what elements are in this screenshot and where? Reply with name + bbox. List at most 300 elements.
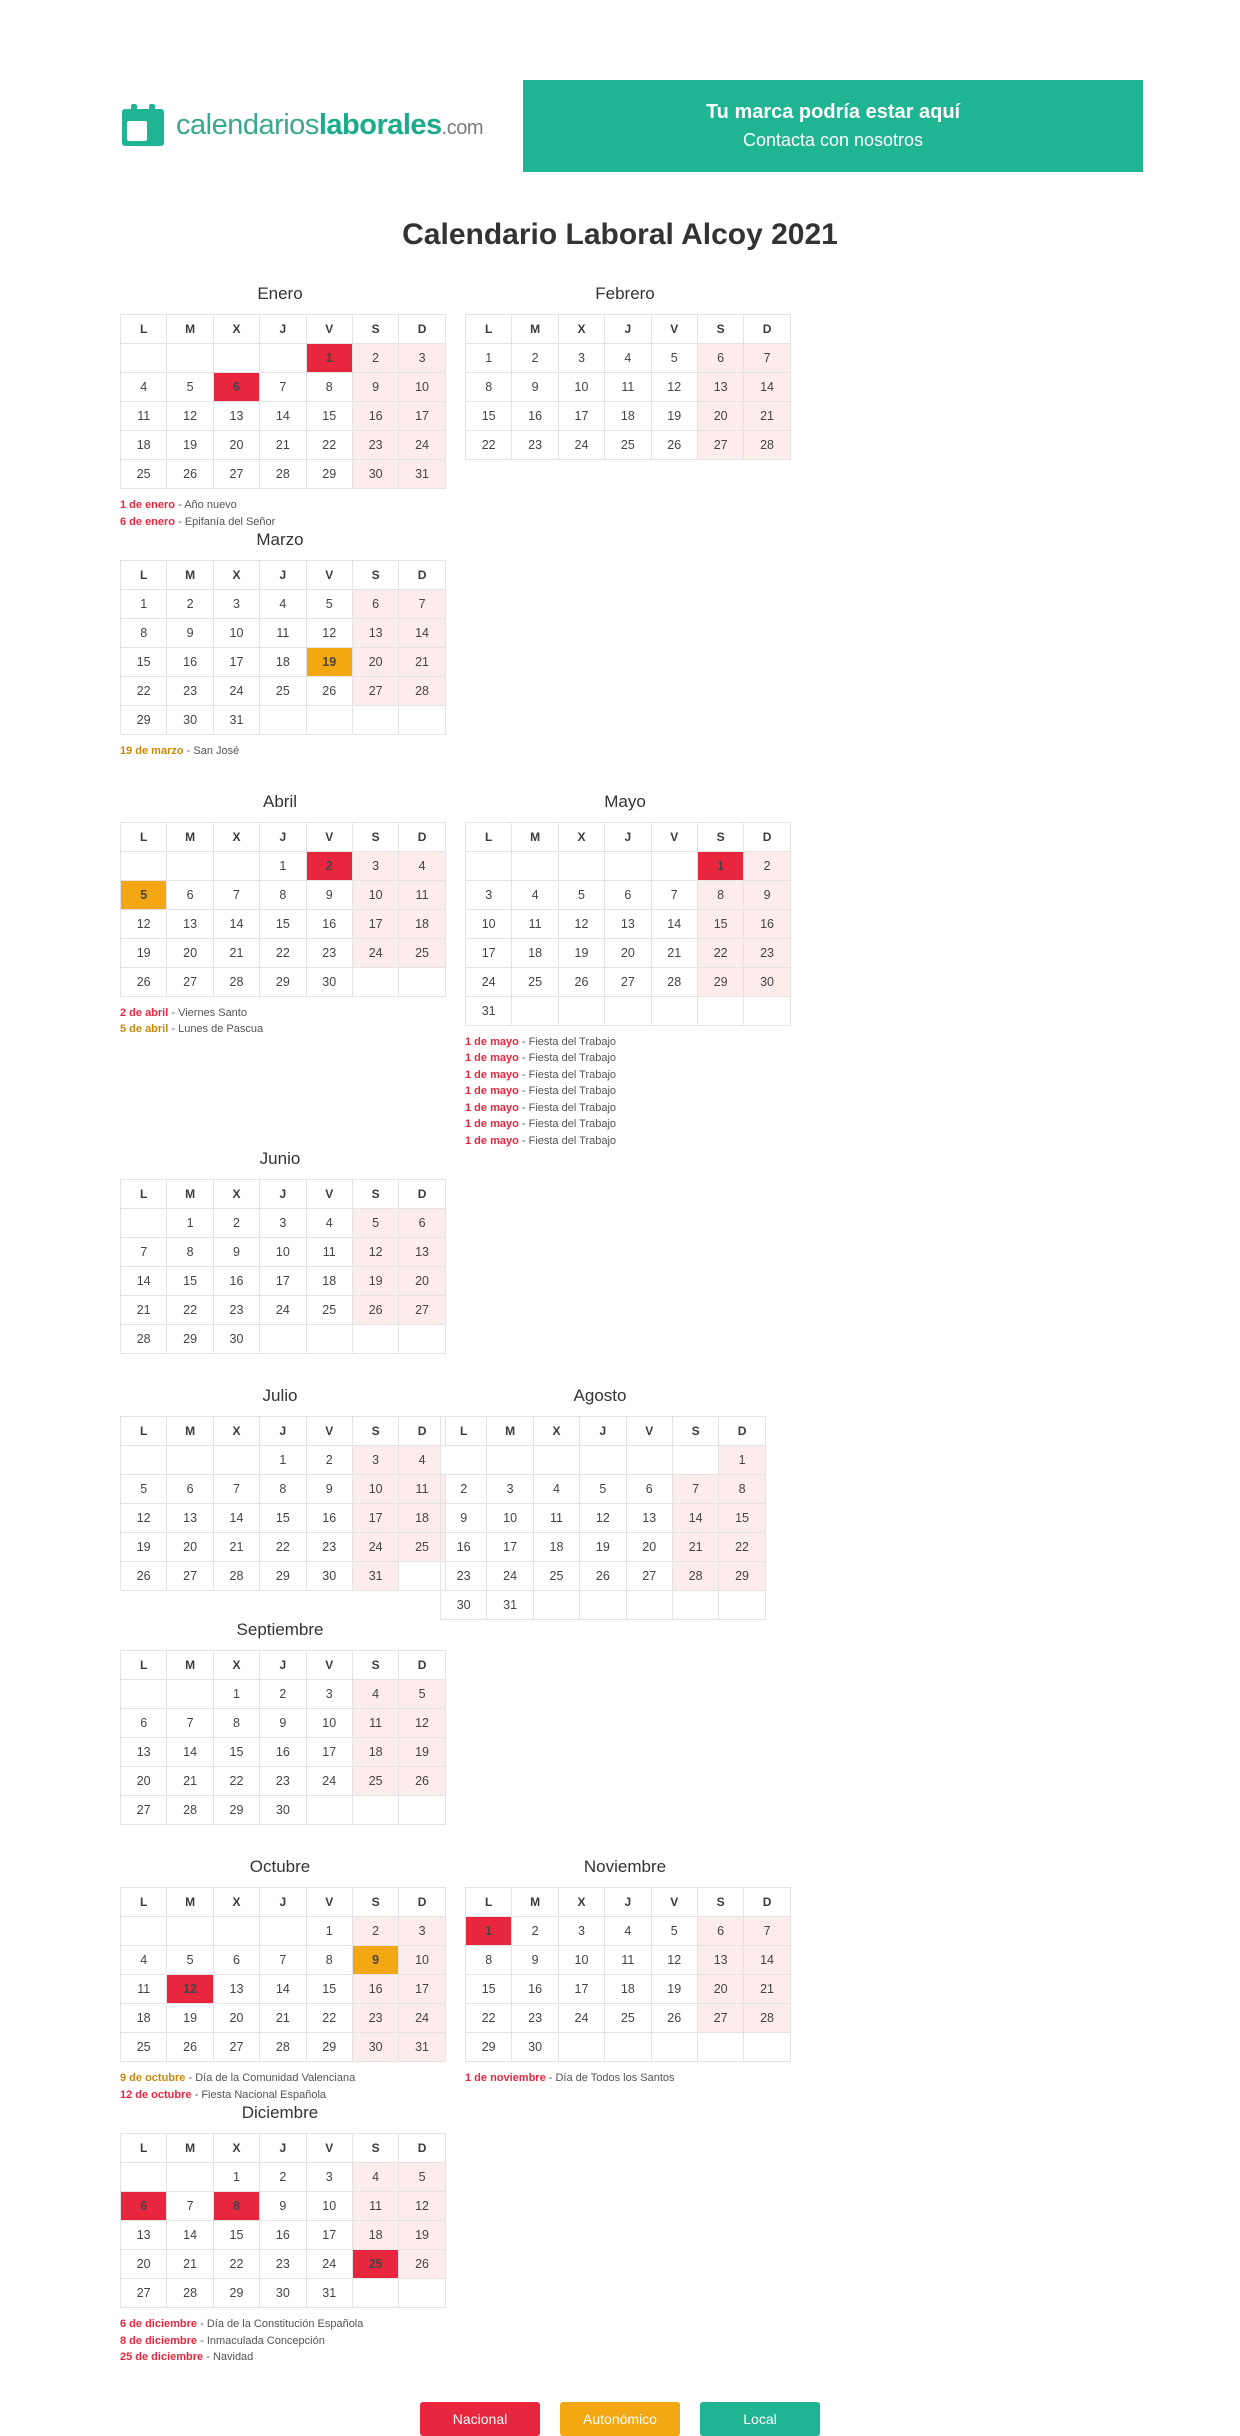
day-cell[interactable]: 4 — [399, 1446, 445, 1475]
day-cell[interactable]: 12 — [306, 619, 352, 648]
day-cell[interactable]: 14 — [213, 1504, 259, 1533]
day-cell[interactable]: 21 — [260, 2004, 306, 2033]
day-cell[interactable]: 27 — [399, 1296, 445, 1325]
day-cell[interactable]: 5 — [306, 590, 352, 619]
day-cell[interactable]: 28 — [167, 2279, 213, 2308]
day-cell[interactable]: 30 — [441, 1591, 487, 1620]
day-cell[interactable]: 17 — [399, 402, 445, 431]
day-cell[interactable]: 23 — [260, 1767, 306, 1796]
day-cell[interactable]: 9 — [306, 880, 352, 909]
day-cell[interactable]: 7 — [121, 1238, 167, 1267]
day-cell[interactable]: 14 — [260, 402, 306, 431]
day-cell[interactable]: 14 — [167, 2221, 213, 2250]
day-cell[interactable]: 21 — [651, 938, 697, 967]
day-cell[interactable]: 21 — [744, 1975, 790, 2004]
day-cell[interactable]: 24 — [399, 2004, 445, 2033]
day-cell[interactable]: 16 — [260, 2221, 306, 2250]
day-cell[interactable]: 27 — [213, 2033, 259, 2062]
day-cell[interactable]: 15 — [213, 1738, 259, 1767]
day-cell[interactable]: 26 — [558, 967, 604, 996]
day-cell[interactable]: 3 — [558, 1917, 604, 1946]
day-cell[interactable]: 29 — [306, 460, 352, 489]
day-cell[interactable]: 19 — [121, 938, 167, 967]
day-cell[interactable]: 5 — [167, 373, 213, 402]
day-cell[interactable]: 19 — [399, 1738, 445, 1767]
day-cell[interactable]: 16 — [167, 648, 213, 677]
day-cell[interactable]: 8 — [213, 2192, 259, 2221]
day-cell[interactable]: 1 — [213, 1680, 259, 1709]
day-cell[interactable]: 31 — [306, 2279, 352, 2308]
day-cell[interactable]: 6 — [399, 1209, 445, 1238]
day-cell[interactable]: 18 — [306, 1267, 352, 1296]
day-cell[interactable]: 18 — [533, 1533, 579, 1562]
day-cell[interactable]: 13 — [626, 1504, 672, 1533]
day-cell[interactable]: 31 — [213, 706, 259, 735]
day-cell[interactable]: 30 — [306, 1562, 352, 1591]
day-cell[interactable]: 25 — [352, 2250, 398, 2279]
day-cell[interactable]: 1 — [466, 344, 512, 373]
day-cell[interactable]: 10 — [399, 373, 445, 402]
day-cell[interactable]: 31 — [399, 2033, 445, 2062]
day-cell[interactable]: 18 — [352, 2221, 398, 2250]
day-cell[interactable]: 24 — [352, 1533, 398, 1562]
day-cell[interactable]: 3 — [306, 2163, 352, 2192]
day-cell[interactable]: 21 — [672, 1533, 718, 1562]
day-cell[interactable]: 15 — [697, 909, 743, 938]
day-cell[interactable]: 23 — [167, 677, 213, 706]
day-cell[interactable]: 8 — [466, 373, 512, 402]
day-cell[interactable]: 23 — [213, 1296, 259, 1325]
day-cell[interactable]: 15 — [306, 402, 352, 431]
day-cell[interactable]: 11 — [121, 1975, 167, 2004]
day-cell[interactable]: 7 — [399, 590, 445, 619]
day-cell[interactable]: 3 — [558, 344, 604, 373]
day-cell[interactable]: 13 — [121, 1738, 167, 1767]
day-cell[interactable]: 19 — [651, 402, 697, 431]
day-cell[interactable]: 20 — [697, 1975, 743, 2004]
day-cell[interactable]: 12 — [651, 1946, 697, 1975]
day-cell[interactable]: 23 — [512, 431, 558, 460]
day-cell[interactable]: 27 — [167, 1562, 213, 1591]
day-cell[interactable]: 11 — [352, 1709, 398, 1738]
day-cell[interactable]: 29 — [697, 967, 743, 996]
day-cell[interactable]: 26 — [352, 1296, 398, 1325]
day-cell[interactable]: 17 — [306, 2221, 352, 2250]
day-cell[interactable]: 4 — [260, 590, 306, 619]
day-cell[interactable]: 19 — [352, 1267, 398, 1296]
day-cell[interactable]: 2 — [512, 344, 558, 373]
day-cell[interactable]: 7 — [651, 880, 697, 909]
day-cell[interactable]: 28 — [744, 2004, 790, 2033]
day-cell[interactable]: 1 — [719, 1446, 765, 1475]
day-cell[interactable]: 13 — [121, 2221, 167, 2250]
day-cell[interactable]: 13 — [697, 373, 743, 402]
day-cell[interactable]: 6 — [697, 1917, 743, 1946]
day-cell[interactable]: 23 — [260, 2250, 306, 2279]
day-cell[interactable]: 29 — [719, 1562, 765, 1591]
day-cell[interactable]: 26 — [651, 2004, 697, 2033]
day-cell[interactable]: 2 — [260, 2163, 306, 2192]
day-cell[interactable]: 15 — [167, 1267, 213, 1296]
day-cell[interactable]: 7 — [260, 373, 306, 402]
day-cell[interactable]: 12 — [352, 1238, 398, 1267]
day-cell[interactable]: 24 — [399, 431, 445, 460]
day-cell[interactable]: 30 — [260, 1796, 306, 1825]
day-cell[interactable]: 27 — [167, 967, 213, 996]
day-cell[interactable]: 6 — [697, 344, 743, 373]
day-cell[interactable]: 17 — [466, 938, 512, 967]
day-cell[interactable]: 2 — [306, 1446, 352, 1475]
day-cell[interactable]: 14 — [399, 619, 445, 648]
day-cell[interactable]: 23 — [744, 938, 790, 967]
day-cell[interactable]: 13 — [213, 1975, 259, 2004]
day-cell[interactable]: 9 — [512, 373, 558, 402]
day-cell[interactable]: 18 — [512, 938, 558, 967]
day-cell[interactable]: 1 — [260, 1446, 306, 1475]
day-cell[interactable]: 25 — [121, 460, 167, 489]
day-cell[interactable]: 19 — [167, 2004, 213, 2033]
day-cell[interactable]: 18 — [121, 2004, 167, 2033]
day-cell[interactable]: 30 — [352, 460, 398, 489]
day-cell[interactable]: 25 — [399, 938, 445, 967]
day-cell[interactable]: 24 — [260, 1296, 306, 1325]
day-cell[interactable]: 5 — [651, 1917, 697, 1946]
day-cell[interactable]: 8 — [121, 619, 167, 648]
day-cell[interactable]: 16 — [512, 402, 558, 431]
day-cell[interactable]: 10 — [352, 880, 398, 909]
day-cell[interactable]: 31 — [399, 460, 445, 489]
day-cell[interactable]: 14 — [260, 1975, 306, 2004]
day-cell[interactable]: 22 — [306, 431, 352, 460]
day-cell[interactable]: 22 — [719, 1533, 765, 1562]
day-cell[interactable]: 12 — [558, 909, 604, 938]
day-cell[interactable]: 25 — [512, 967, 558, 996]
day-cell[interactable]: 26 — [121, 967, 167, 996]
day-cell[interactable]: 3 — [352, 1446, 398, 1475]
day-cell[interactable]: 4 — [605, 1917, 651, 1946]
day-cell[interactable]: 30 — [260, 2279, 306, 2308]
day-cell[interactable]: 1 — [306, 344, 352, 373]
day-cell[interactable]: 17 — [399, 1975, 445, 2004]
day-cell[interactable]: 3 — [399, 1917, 445, 1946]
day-cell[interactable]: 19 — [558, 938, 604, 967]
day-cell[interactable]: 17 — [558, 402, 604, 431]
day-cell[interactable]: 29 — [121, 706, 167, 735]
day-cell[interactable]: 25 — [399, 1533, 445, 1562]
day-cell[interactable]: 22 — [466, 431, 512, 460]
day-cell[interactable]: 25 — [260, 677, 306, 706]
day-cell[interactable]: 15 — [466, 1975, 512, 2004]
day-cell[interactable]: 9 — [213, 1238, 259, 1267]
day-cell[interactable]: 8 — [260, 1475, 306, 1504]
day-cell[interactable]: 8 — [213, 1709, 259, 1738]
day-cell[interactable]: 9 — [744, 880, 790, 909]
day-cell[interactable]: 27 — [697, 2004, 743, 2033]
day-cell[interactable]: 7 — [744, 1917, 790, 1946]
day-cell[interactable]: 25 — [605, 431, 651, 460]
day-cell[interactable]: 27 — [213, 460, 259, 489]
day-cell[interactable]: 23 — [441, 1562, 487, 1591]
day-cell[interactable]: 7 — [167, 2192, 213, 2221]
day-cell[interactable]: 9 — [352, 1946, 398, 1975]
legend-item-local[interactable]: Local — [700, 2402, 820, 2436]
day-cell[interactable]: 15 — [306, 1975, 352, 2004]
day-cell[interactable]: 7 — [744, 344, 790, 373]
day-cell[interactable]: 29 — [213, 2279, 259, 2308]
day-cell[interactable]: 26 — [306, 677, 352, 706]
day-cell[interactable]: 9 — [512, 1946, 558, 1975]
day-cell[interactable]: 23 — [352, 2004, 398, 2033]
day-cell[interactable]: 9 — [306, 1475, 352, 1504]
day-cell[interactable]: 14 — [121, 1267, 167, 1296]
day-cell[interactable]: 10 — [466, 909, 512, 938]
day-cell[interactable]: 5 — [580, 1475, 626, 1504]
day-cell[interactable]: 11 — [260, 619, 306, 648]
day-cell[interactable]: 16 — [441, 1533, 487, 1562]
day-cell[interactable]: 28 — [260, 2033, 306, 2062]
day-cell[interactable]: 6 — [167, 1475, 213, 1504]
day-cell[interactable]: 5 — [352, 1209, 398, 1238]
day-cell[interactable]: 9 — [441, 1504, 487, 1533]
day-cell[interactable]: 19 — [167, 431, 213, 460]
day-cell[interactable]: 11 — [399, 1475, 445, 1504]
day-cell[interactable]: 23 — [306, 938, 352, 967]
day-cell[interactable]: 26 — [121, 1562, 167, 1591]
day-cell[interactable]: 30 — [306, 967, 352, 996]
day-cell[interactable]: 8 — [719, 1475, 765, 1504]
day-cell[interactable]: 24 — [466, 967, 512, 996]
day-cell[interactable]: 30 — [512, 2033, 558, 2062]
day-cell[interactable]: 14 — [651, 909, 697, 938]
day-cell[interactable]: 6 — [352, 590, 398, 619]
day-cell[interactable]: 14 — [744, 1946, 790, 1975]
day-cell[interactable]: 25 — [533, 1562, 579, 1591]
day-cell[interactable]: 27 — [697, 431, 743, 460]
day-cell[interactable]: 26 — [580, 1562, 626, 1591]
day-cell[interactable]: 20 — [121, 1767, 167, 1796]
day-cell[interactable]: 15 — [260, 909, 306, 938]
day-cell[interactable]: 26 — [399, 1767, 445, 1796]
day-cell[interactable]: 15 — [719, 1504, 765, 1533]
day-cell[interactable]: 16 — [260, 1738, 306, 1767]
day-cell[interactable]: 22 — [121, 677, 167, 706]
day-cell[interactable]: 8 — [167, 1238, 213, 1267]
day-cell[interactable]: 20 — [213, 431, 259, 460]
day-cell[interactable]: 13 — [697, 1946, 743, 1975]
day-cell[interactable]: 8 — [466, 1946, 512, 1975]
day-cell[interactable]: 20 — [213, 2004, 259, 2033]
day-cell[interactable]: 27 — [605, 967, 651, 996]
day-cell[interactable]: 16 — [352, 402, 398, 431]
day-cell[interactable]: 18 — [605, 1975, 651, 2004]
day-cell[interactable]: 23 — [512, 2004, 558, 2033]
day-cell[interactable]: 23 — [306, 1533, 352, 1562]
day-cell[interactable]: 10 — [213, 619, 259, 648]
day-cell[interactable]: 24 — [558, 2004, 604, 2033]
day-cell[interactable]: 19 — [651, 1975, 697, 2004]
day-cell[interactable]: 22 — [167, 1296, 213, 1325]
day-cell[interactable]: 21 — [260, 431, 306, 460]
day-cell[interactable]: 5 — [399, 2163, 445, 2192]
day-cell[interactable]: 13 — [167, 1504, 213, 1533]
day-cell[interactable]: 7 — [213, 1475, 259, 1504]
day-cell[interactable]: 11 — [352, 2192, 398, 2221]
day-cell[interactable]: 19 — [580, 1533, 626, 1562]
day-cell[interactable]: 5 — [651, 344, 697, 373]
day-cell[interactable]: 21 — [399, 648, 445, 677]
day-cell[interactable]: 14 — [167, 1738, 213, 1767]
day-cell[interactable]: 17 — [352, 909, 398, 938]
day-cell[interactable]: 16 — [352, 1975, 398, 2004]
day-cell[interactable]: 27 — [352, 677, 398, 706]
day-cell[interactable]: 2 — [744, 851, 790, 880]
day-cell[interactable]: 25 — [352, 1767, 398, 1796]
day-cell[interactable]: 6 — [605, 880, 651, 909]
day-cell[interactable]: 27 — [121, 2279, 167, 2308]
day-cell[interactable]: 4 — [352, 2163, 398, 2192]
day-cell[interactable]: 13 — [213, 402, 259, 431]
day-cell[interactable]: 13 — [167, 909, 213, 938]
day-cell[interactable]: 12 — [580, 1504, 626, 1533]
day-cell[interactable]: 28 — [672, 1562, 718, 1591]
day-cell[interactable]: 20 — [167, 1533, 213, 1562]
day-cell[interactable]: 4 — [533, 1475, 579, 1504]
day-cell[interactable]: 30 — [352, 2033, 398, 2062]
day-cell[interactable]: 2 — [352, 344, 398, 373]
day-cell[interactable]: 29 — [260, 1562, 306, 1591]
day-cell[interactable]: 5 — [121, 880, 167, 909]
day-cell[interactable]: 9 — [352, 373, 398, 402]
day-cell[interactable]: 28 — [744, 431, 790, 460]
day-cell[interactable]: 15 — [121, 648, 167, 677]
legend-item-autonomico[interactable]: Autonómico — [560, 2402, 680, 2436]
day-cell[interactable]: 17 — [487, 1533, 533, 1562]
day-cell[interactable]: 6 — [213, 373, 259, 402]
day-cell[interactable]: 11 — [121, 402, 167, 431]
day-cell[interactable]: 20 — [352, 648, 398, 677]
day-cell[interactable]: 4 — [121, 373, 167, 402]
day-cell[interactable]: 30 — [167, 706, 213, 735]
day-cell[interactable]: 18 — [605, 402, 651, 431]
day-cell[interactable]: 12 — [399, 1709, 445, 1738]
day-cell[interactable]: 24 — [213, 677, 259, 706]
day-cell[interactable]: 20 — [697, 402, 743, 431]
day-cell[interactable]: 12 — [651, 373, 697, 402]
day-cell[interactable]: 24 — [558, 431, 604, 460]
day-cell[interactable]: 3 — [487, 1475, 533, 1504]
day-cell[interactable]: 30 — [213, 1325, 259, 1354]
day-cell[interactable]: 25 — [605, 2004, 651, 2033]
day-cell[interactable]: 30 — [744, 967, 790, 996]
day-cell[interactable]: 31 — [487, 1591, 533, 1620]
ad-banner[interactable] — [523, 80, 1143, 172]
day-cell[interactable]: 10 — [558, 1946, 604, 1975]
day-cell[interactable]: 10 — [306, 1709, 352, 1738]
day-cell[interactable]: 28 — [213, 967, 259, 996]
day-cell[interactable]: 2 — [213, 1209, 259, 1238]
day-cell[interactable]: 1 — [213, 2163, 259, 2192]
day-cell[interactable]: 15 — [466, 402, 512, 431]
day-cell[interactable]: 20 — [399, 1267, 445, 1296]
day-cell[interactable]: 3 — [306, 1680, 352, 1709]
day-cell[interactable]: 13 — [605, 909, 651, 938]
day-cell[interactable]: 2 — [441, 1475, 487, 1504]
day-cell[interactable]: 24 — [306, 2250, 352, 2279]
day-cell[interactable]: 27 — [626, 1562, 672, 1591]
day-cell[interactable]: 9 — [260, 2192, 306, 2221]
day-cell[interactable]: 26 — [399, 2250, 445, 2279]
day-cell[interactable]: 4 — [121, 1946, 167, 1975]
day-cell[interactable]: 24 — [352, 938, 398, 967]
day-cell[interactable]: 11 — [306, 1238, 352, 1267]
day-cell[interactable]: 19 — [399, 2221, 445, 2250]
day-cell[interactable]: 12 — [121, 1504, 167, 1533]
day-cell[interactable]: 13 — [352, 619, 398, 648]
day-cell[interactable]: 11 — [605, 373, 651, 402]
day-cell[interactable]: 4 — [352, 1680, 398, 1709]
day-cell[interactable]: 4 — [306, 1209, 352, 1238]
day-cell[interactable]: 4 — [512, 880, 558, 909]
day-cell[interactable]: 1 — [121, 590, 167, 619]
legend-item-nacional[interactable]: Nacional — [420, 2402, 540, 2436]
day-cell[interactable]: 14 — [213, 909, 259, 938]
day-cell[interactable]: 4 — [399, 851, 445, 880]
day-cell[interactable]: 29 — [260, 967, 306, 996]
day-cell[interactable]: 5 — [399, 1680, 445, 1709]
day-cell[interactable]: 3 — [260, 1209, 306, 1238]
day-cell[interactable]: 28 — [651, 967, 697, 996]
day-cell[interactable]: 22 — [466, 2004, 512, 2033]
day-cell[interactable]: 18 — [260, 648, 306, 677]
day-cell[interactable]: 10 — [306, 2192, 352, 2221]
day-cell[interactable]: 10 — [399, 1946, 445, 1975]
day-cell[interactable]: 28 — [399, 677, 445, 706]
day-cell[interactable]: 26 — [167, 2033, 213, 2062]
day-cell[interactable]: 1 — [466, 1917, 512, 1946]
day-cell[interactable]: 16 — [213, 1267, 259, 1296]
day-cell[interactable]: 31 — [466, 996, 512, 1025]
day-cell[interactable]: 14 — [744, 373, 790, 402]
day-cell[interactable]: 12 — [121, 909, 167, 938]
day-cell[interactable]: 22 — [260, 938, 306, 967]
day-cell[interactable]: 2 — [167, 590, 213, 619]
day-cell[interactable]: 11 — [533, 1504, 579, 1533]
day-cell[interactable]: 5 — [121, 1475, 167, 1504]
day-cell[interactable]: 23 — [352, 431, 398, 460]
day-cell[interactable]: 21 — [167, 1767, 213, 1796]
day-cell[interactable]: 15 — [260, 1504, 306, 1533]
day-cell[interactable]: 21 — [167, 2250, 213, 2279]
day-cell[interactable]: 19 — [306, 648, 352, 677]
day-cell[interactable]: 1 — [167, 1209, 213, 1238]
day-cell[interactable]: 25 — [306, 1296, 352, 1325]
day-cell[interactable]: 28 — [213, 1562, 259, 1591]
day-cell[interactable]: 13 — [399, 1238, 445, 1267]
day-cell[interactable]: 17 — [352, 1504, 398, 1533]
day-cell[interactable]: 2 — [512, 1917, 558, 1946]
day-cell[interactable]: 2 — [352, 1917, 398, 1946]
day-cell[interactable]: 6 — [121, 2192, 167, 2221]
day-cell[interactable]: 11 — [605, 1946, 651, 1975]
day-cell[interactable]: 29 — [213, 1796, 259, 1825]
day-cell[interactable]: 31 — [352, 1562, 398, 1591]
day-cell[interactable]: 18 — [399, 1504, 445, 1533]
day-cell[interactable]: 16 — [512, 1975, 558, 2004]
day-cell[interactable]: 18 — [399, 909, 445, 938]
site-logo[interactable] — [120, 80, 483, 148]
day-cell[interactable]: 8 — [697, 880, 743, 909]
day-cell[interactable]: 8 — [260, 880, 306, 909]
